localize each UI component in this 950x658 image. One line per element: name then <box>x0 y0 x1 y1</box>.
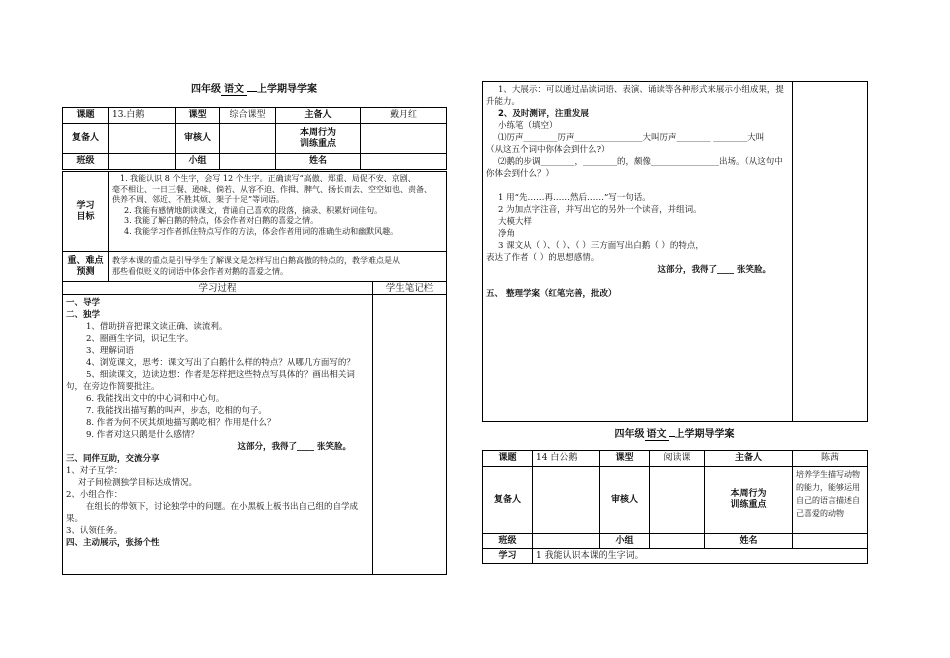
left-header-table <box>62 107 447 170</box>
label-class: 班级 <box>63 154 109 170</box>
label-reviewer: 审核人 <box>176 124 220 154</box>
notes-header: 学生笔记栏 <box>373 282 447 295</box>
text-line: 1、借助拼音把课文读正确、读流利。 <box>86 322 228 332</box>
r-label-lead: 主备人 <box>705 451 793 467</box>
text-line: 三、同伴互助，交流分享 <box>66 454 160 464</box>
right-page-title: 四年级 语文 上学期导学案 <box>482 425 867 441</box>
value-lead: 戴月红 <box>361 108 447 124</box>
text-line: 大模大样 <box>498 217 533 227</box>
text-line: ⑵鹅的步调________，________的，颇像________________出场。（从这句中 <box>498 157 783 167</box>
label-student-name: 姓名 <box>276 154 361 170</box>
text-line: 你体会到什么？） <box>486 169 555 179</box>
right-header-table <box>482 450 868 549</box>
text-line: 1 用“先……再……然后……”写一句话。 <box>498 193 651 203</box>
text-line: 净角 <box>498 229 516 239</box>
text-line: 1、大展示：可以通过品读词语、表演、诵读等各种形式来展示小组成果，提 <box>498 85 784 95</box>
right-notes-column <box>793 82 868 422</box>
process-content <box>63 295 373 575</box>
label-type: 课型 <box>176 108 220 124</box>
value-co-preparer <box>109 124 176 154</box>
r-value-weekly-focus: 培养学生描写动物的能力，能够运用自己的语言描述自己喜爱的动物 <box>793 467 868 534</box>
left-process-table <box>62 281 447 575</box>
value-topic: 13.白鹅 <box>109 108 176 124</box>
right-process-lines <box>486 84 789 300</box>
text-line: 四、主动展示，张扬个性 <box>66 538 160 548</box>
text-line: 3、认领任务。 <box>66 526 123 536</box>
r-label-weekly-focus: 本周行为 训练重点 <box>705 467 793 534</box>
notes-column <box>373 295 447 575</box>
label-weekly-focus: 本周行为 训练重点 <box>276 124 361 154</box>
text-line: ⑴厉声________厉声________________大叫厉声________ ________大叫 <box>498 133 765 143</box>
r-label-reviewer: 审核人 <box>600 467 650 534</box>
label-group: 小组 <box>176 154 220 170</box>
r-value-type: 阅读课 <box>650 451 705 467</box>
right-process-content <box>483 82 793 422</box>
text-line: 这部分，我得了____ 张笑脸。 <box>657 265 771 275</box>
text-line: （从这五个词中你体会到什么?） <box>486 145 610 155</box>
right-goals-table <box>482 548 868 564</box>
r-label-class: 班级 <box>483 534 533 549</box>
text-line: 二、独学 <box>66 310 101 320</box>
key-points: 教学本课的重点是引导学生了解课文是怎样写出白鹅高傲的特点的，教学难点是从 那些看似贬义的词语中体会作者对鹅的喜爱之情。 <box>109 252 447 282</box>
label-lead: 主备人 <box>276 108 361 124</box>
text-line: 句，在旁边作简要批注。 <box>66 382 160 392</box>
text-line: 2、小组合作： <box>66 490 123 500</box>
text-line: 8. 作者为何不厌其烦地描写鹅吃相？作用是什么？ <box>86 418 276 428</box>
process-header: 学习过程 <box>63 282 373 295</box>
r-label-student-name: 姓名 <box>705 534 793 549</box>
text-line: 3 课文从（ ）、（ ）、（ ）三方面写出白鹅（ ）的特点， <box>498 241 704 251</box>
text-line: 1、对子互学： <box>66 466 123 476</box>
text-line <box>486 276 789 288</box>
text-line: 在组长的带领下，讨论独学中的问题。在小黑板上板书出自己组的自学成 <box>86 502 359 512</box>
text-line: 五、 整理学案（红笔完善，批改） <box>486 289 617 299</box>
r-label-study: 学习 <box>483 549 533 564</box>
text-line: 7. 我能找出描写鹅的叫声，步态，吃相的句子。 <box>86 406 267 416</box>
value-type: 综合课型 <box>220 108 276 124</box>
right-continuation-table <box>482 81 868 422</box>
text-line: 2 为加点字注音，并写出它的另外一个读音，并组词。 <box>498 205 702 215</box>
r-value-lead: 陈茜 <box>793 451 868 467</box>
text-line: 9. 作者对这只鹅是什么感情？ <box>86 430 199 440</box>
label-learning-goals: 学习 目标 <box>63 172 109 252</box>
text-line: 果。 <box>66 514 84 524</box>
r-value-topic: 14 白公鹅 <box>533 451 600 467</box>
learning-goals: 1. 我能认识 8 个生字，会写 12 个生字。正确读写“高傲、郑重、局促不安、京剧、 毫不相让、一日三餐、逊味、倘若、从容不迫、作揖、脾气、扬长而去、空空如也、责备、 供养不周、邻近、不胜其烦、架子十足”等词语。 2. 我能有感情地朗读课文，背诵自己喜欢的段落，摘录、积累好词佳句。 3. 我能了解白鹅的特点，体会作者对白鹅的喜爱之情。 4. 我能学习作者抓住特点写作的方法，体会作者用词的准确生动和幽默风趣。 <box>109 172 447 252</box>
value-reviewer <box>220 124 276 154</box>
text-line: 对子间检测独学目标达成情况。 <box>78 478 198 488</box>
text-line: 2、圈画生字词，识记生字。 <box>86 334 194 344</box>
text-line: 这部分，我得了____ 张笑脸。 <box>237 442 351 452</box>
process-lines <box>66 297 369 549</box>
text-line: 表达了作者（ ）的思想感情。 <box>486 253 600 263</box>
text-line: 一、导学 <box>66 298 101 308</box>
r-label-topic: 课题 <box>483 451 533 467</box>
label-key-points: 重、难点 预测 <box>63 252 109 282</box>
label-co-preparer: 复备人 <box>63 124 109 154</box>
left-page-title: 四年级 语文 上学期导学案 <box>62 80 446 96</box>
text-line: 5、细读课文，边读边想：作者是怎样把这些特点写具体的？画出相关词 <box>86 370 355 380</box>
r-label-co-preparer: 复备人 <box>483 467 533 534</box>
left-goals-table <box>62 171 447 282</box>
text-line: 6. 我能找出文中的中心词和中心句。 <box>86 394 225 404</box>
text-line: 小练笔（填空） <box>498 121 558 131</box>
text-line: 3、理解词语 <box>86 346 134 356</box>
label-topic: 课题 <box>63 108 109 124</box>
r-label-group: 小组 <box>600 534 650 549</box>
text-line: 4、浏览课文，思考：课文写出了白鹅什么样的特点？从哪几方面写的？ <box>86 358 355 368</box>
text-line: 2、及时测评，注重发展 <box>498 109 589 119</box>
r-value-study: 1 我能认识本课的生字词。 <box>533 549 868 564</box>
text-line <box>486 180 789 192</box>
text-line: 升能力。 <box>486 97 521 107</box>
r-label-type: 课型 <box>600 451 650 467</box>
value-weekly-focus <box>361 124 447 154</box>
